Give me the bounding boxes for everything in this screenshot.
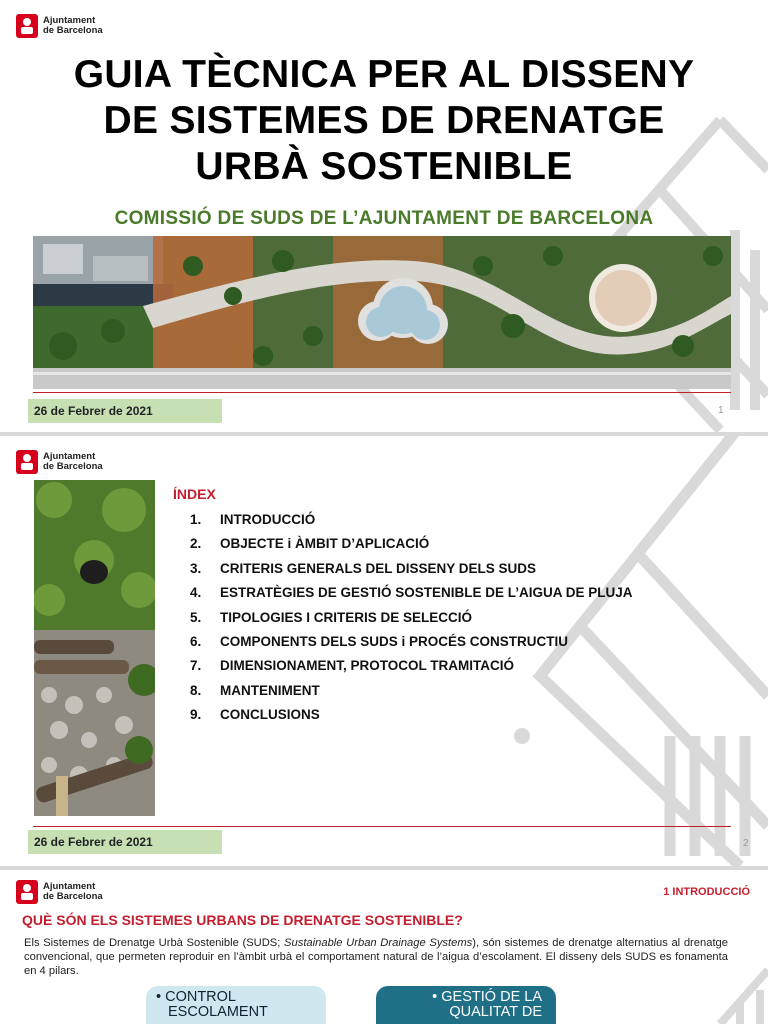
index-list xyxy=(190,512,633,732)
index-label: OBJECTE i ÀMBIT D’APLICACIÓ xyxy=(220,536,430,552)
pillar-line-1: • GESTIÓ DE LA xyxy=(432,989,542,1005)
index-item[interactable] xyxy=(190,585,633,609)
suds-gravel-illustration xyxy=(34,480,155,816)
section-heading: QUÈ SÓN ELS SISTEMES URBANS DE DRENATGE SOSTENIBLE? xyxy=(22,912,463,928)
index-number: 8. xyxy=(190,682,202,698)
footer-rule xyxy=(33,826,731,827)
index-label: CRITERIS GENERALS DEL DISSENY DELS SUDS xyxy=(220,560,537,576)
index-label: MANTENIMENT xyxy=(220,682,320,698)
intro-text-italic: Sustainable Urban Drainage Systems xyxy=(284,937,473,949)
logo-line-1: Ajuntament xyxy=(43,881,96,892)
pillar-line-2: ESCOLAMENT xyxy=(168,1004,268,1020)
index-label: ESTRATÈGIES DE GESTIÓ SOSTENIBLE DE L’AIGUA DE PLUJA xyxy=(220,585,633,601)
barcelona-crest-icon xyxy=(16,14,38,38)
logo-line-2: de Barcelona xyxy=(43,461,103,472)
document-subtitle: COMISSIÓ DE SUDS DE L’AJUNTAMENT DE BARCELONA xyxy=(114,208,654,229)
pillar-line-1: • CONTROL xyxy=(156,989,236,1005)
index-number: 7. xyxy=(190,658,202,674)
index-item[interactable] xyxy=(190,512,633,536)
index-label: CONCLUSIONS xyxy=(220,707,320,723)
index-number: 4. xyxy=(190,585,202,601)
footer-rule xyxy=(33,392,731,393)
pillar-line-2: QUALITAT DE xyxy=(449,1004,542,1020)
slide-introduction xyxy=(0,870,768,1024)
index-number: 9. xyxy=(190,707,202,723)
index-label: DIMENSIONAMENT, PROTOCOL TRAMITACIÓ xyxy=(220,658,515,674)
barcelona-crest-icon xyxy=(16,450,38,474)
slide-index xyxy=(0,436,768,866)
intro-text-2: ), són sistemes de drenatge alternatius al drenatge convencional, que permeten reproduir en l’àmbit urbà el comportament natural de l’aigua d’escolament. El disseny dels SUDS es fonamenta en 4 pilars. xyxy=(24,937,728,977)
index-item[interactable] xyxy=(190,634,633,658)
index-label: COMPONENTS DELS SUDS i PROCÉS CONSTRUCTIU xyxy=(220,633,569,649)
index-number: 2. xyxy=(190,536,202,552)
logo-line-1: Ajuntament xyxy=(43,451,96,462)
logo-line-2: de Barcelona xyxy=(43,25,103,36)
ajuntament-logo xyxy=(16,14,103,38)
title-line-2: DE SISTEMES DE DRENATGE xyxy=(103,99,665,142)
suds-gravel-photo xyxy=(34,480,155,816)
index-number: 6. xyxy=(190,633,202,649)
logo-line-2: de Barcelona xyxy=(43,891,103,902)
section-tag: 1 INTRODUCCIÓ xyxy=(663,886,750,898)
index-item[interactable] xyxy=(190,561,633,585)
index-item[interactable] xyxy=(190,683,633,707)
index-label: TIPOLOGIES I CRITERIS DE SELECCIÓ xyxy=(220,609,473,625)
page-number: 1 xyxy=(718,405,724,416)
intro-paragraph xyxy=(24,936,728,978)
intro-text-1: Els Sistemes de Drenatge Urbà Sostenible (SUDS; xyxy=(24,937,285,949)
logo-line-1: Ajuntament xyxy=(43,15,96,26)
index-heading: ÍNDEX xyxy=(173,486,216,502)
index-label: INTRODUCCIÓ xyxy=(220,512,316,527)
document-title xyxy=(20,52,748,190)
ajuntament-logo xyxy=(16,880,103,904)
index-item[interactable] xyxy=(190,536,633,560)
aerial-park-photo xyxy=(33,236,731,389)
pillar-control-escolament xyxy=(146,986,326,1024)
index-item[interactable] xyxy=(190,658,633,682)
index-item[interactable] xyxy=(190,707,633,731)
index-number: 3. xyxy=(190,560,202,576)
barcelona-crest-icon xyxy=(16,880,38,904)
index-number: 1. xyxy=(190,512,202,527)
slide-cover xyxy=(0,0,768,432)
pillar-gestio-qualitat xyxy=(376,986,556,1024)
title-line-3: URBÀ SOSTENIBLE xyxy=(195,145,573,188)
title-line-1: GUIA TÈCNICA PER AL DISSENY xyxy=(73,53,695,96)
date-label: 26 de Febrer de 2021 xyxy=(28,830,222,854)
index-number: 5. xyxy=(190,609,202,625)
ajuntament-logo xyxy=(16,450,103,474)
aerial-park-illustration xyxy=(33,236,731,389)
index-item[interactable] xyxy=(190,610,633,634)
date-label: 26 de Febrer de 2021 xyxy=(28,399,222,423)
page-number: 2 xyxy=(743,838,749,849)
